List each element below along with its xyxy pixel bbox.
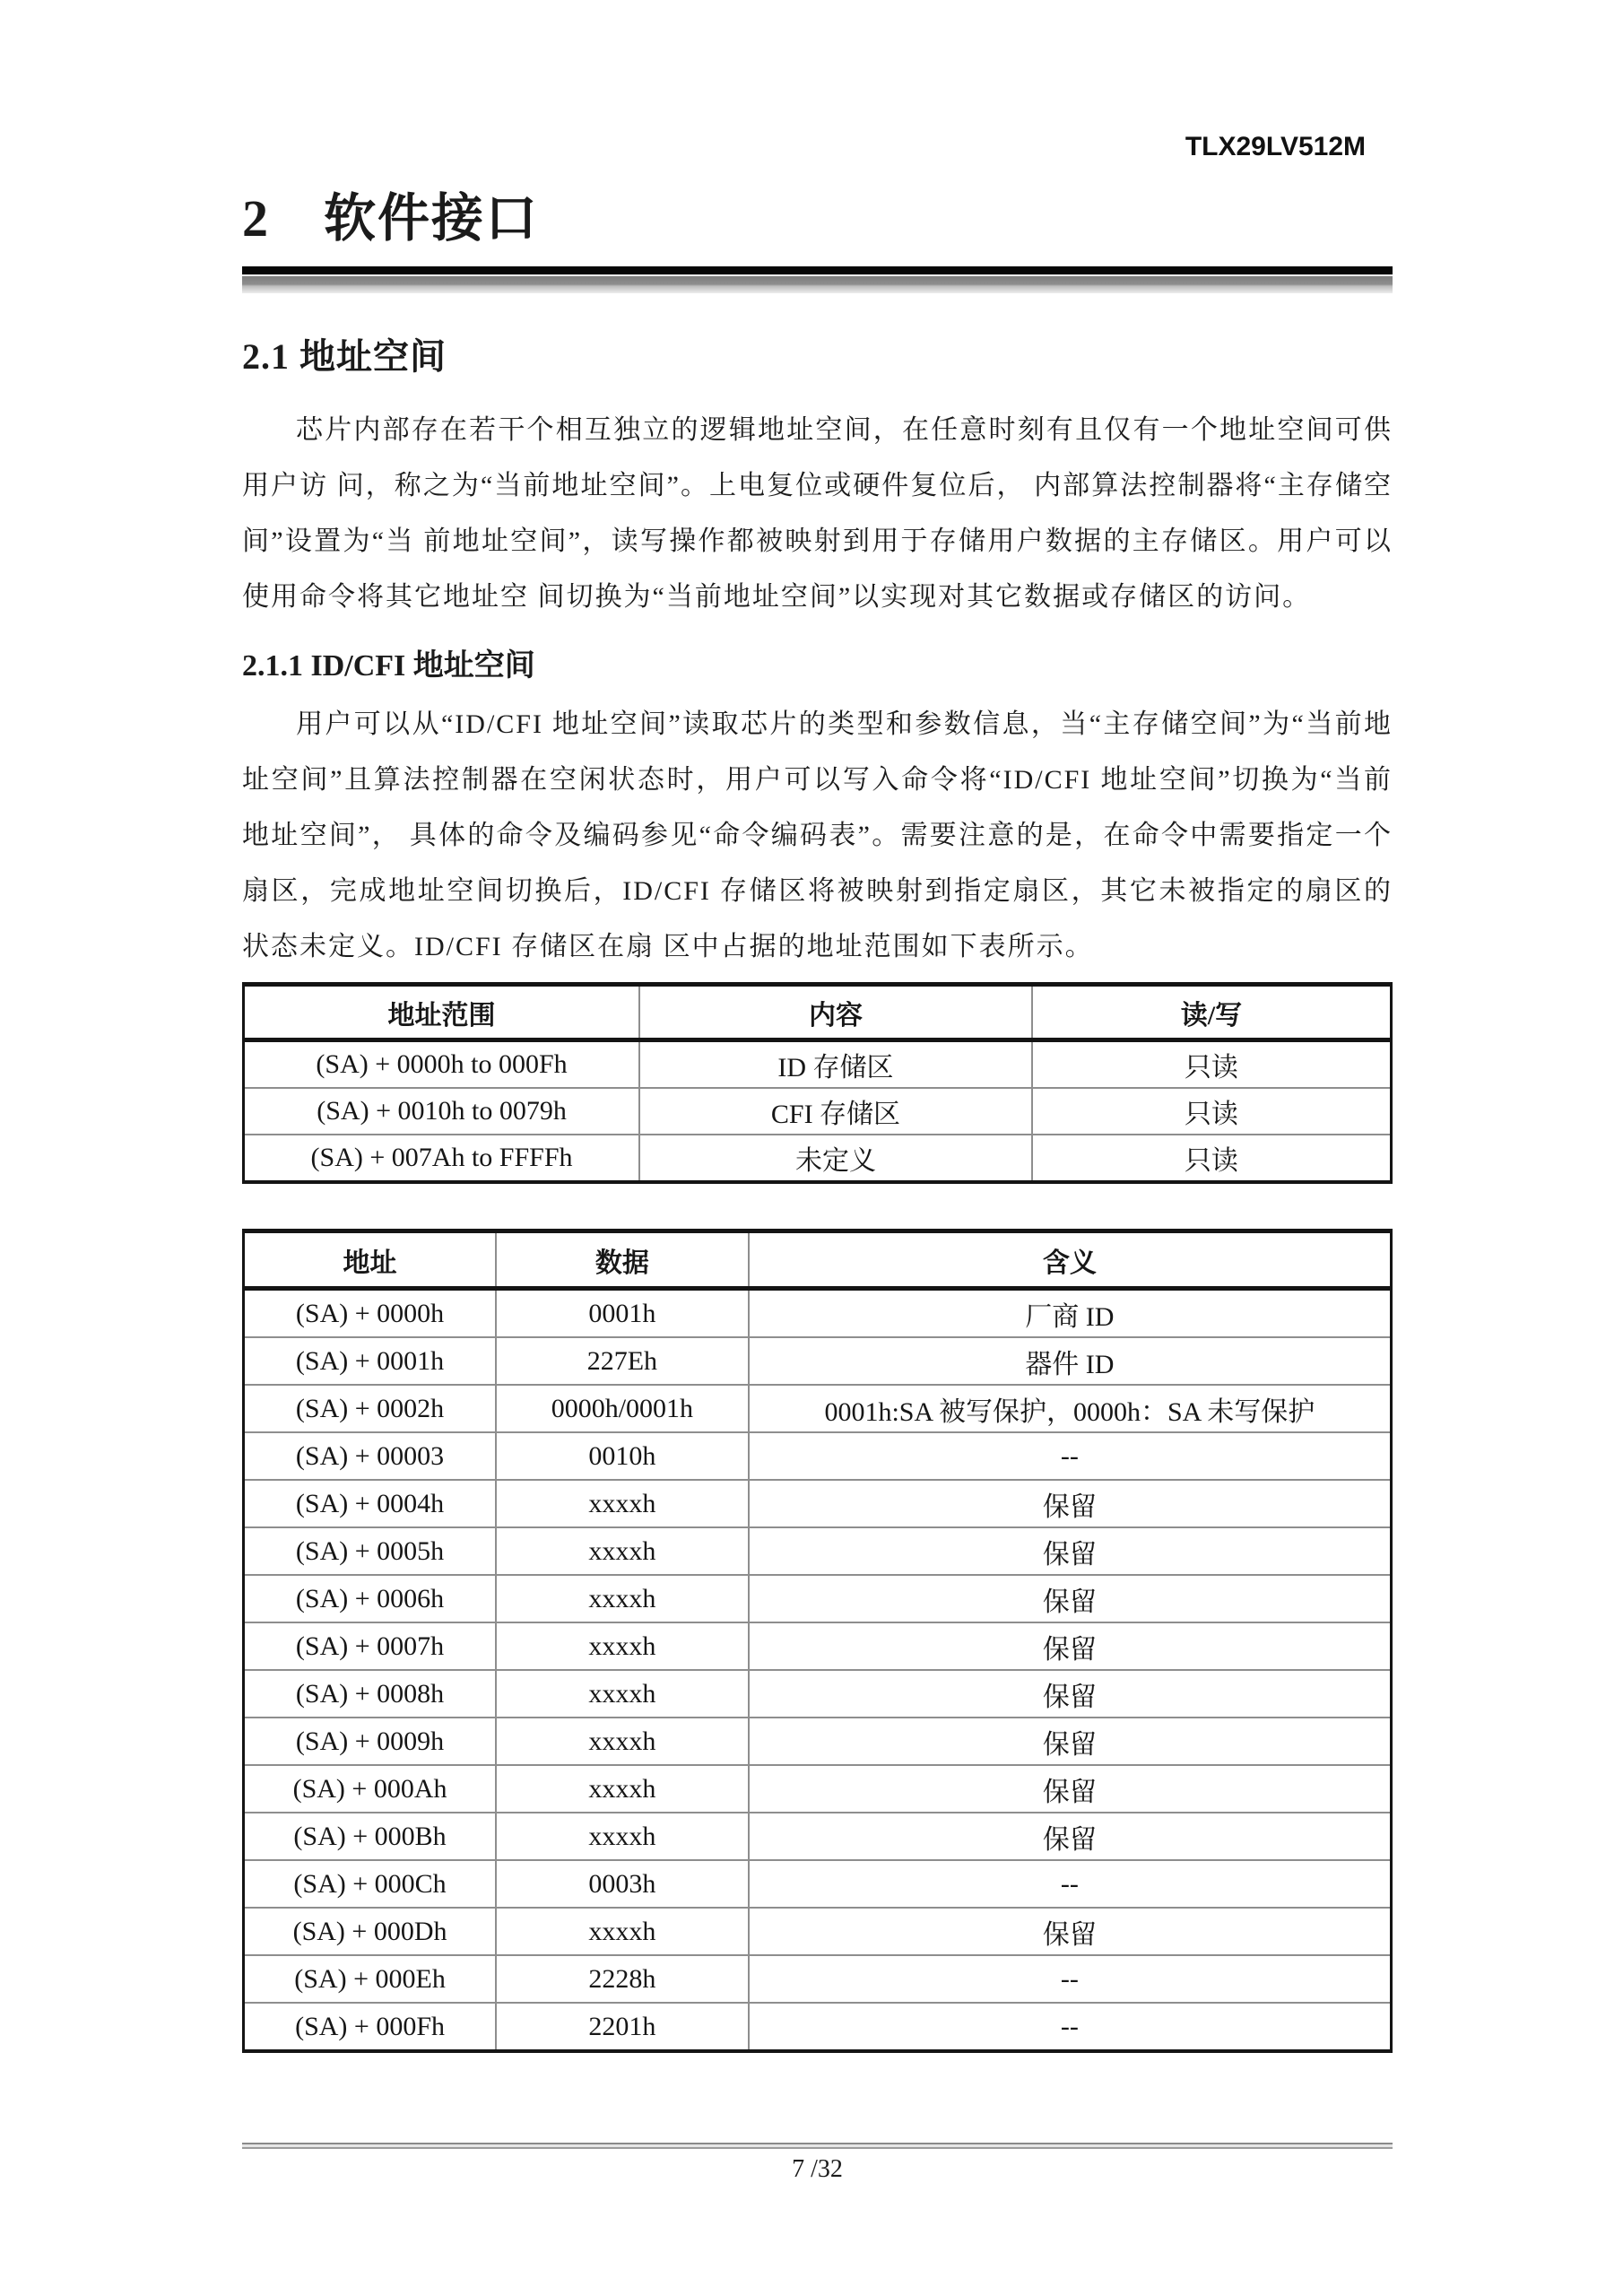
table-cell: (SA) + 007Ah to FFFFh [244, 1135, 640, 1182]
heading-underline-bar [242, 266, 1393, 293]
table-cell: (SA) + 000Dh [244, 1908, 497, 1955]
table-cell: 厂商 ID [749, 1289, 1392, 1338]
table-header-cell: 读/写 [1032, 985, 1392, 1040]
table-cell: 0001h [496, 1289, 749, 1338]
table-cell: xxxxh [496, 1765, 749, 1813]
page-number: 7 /32 [792, 2155, 843, 2183]
table-cell: CFI 存储区 [639, 1088, 1032, 1135]
table-row [244, 1527, 1392, 1575]
table-header-cell: 地址 [244, 1231, 497, 1289]
table-cell: 只读 [1032, 1040, 1392, 1089]
table-cell: (SA) + 000Ch [244, 1860, 497, 1908]
table-address-range [242, 982, 1393, 1184]
table-cell: 器件 ID [749, 1337, 1392, 1385]
chapter-heading: 2 软件接口 [242, 189, 540, 248]
table-row [244, 1040, 1392, 1089]
table-cell: 保留 [749, 1575, 1392, 1622]
table-row [244, 1575, 1392, 1622]
table-cell: (SA) + 0001h [244, 1337, 497, 1385]
table-cell: xxxxh [496, 1622, 749, 1670]
table-id-cfi [242, 1229, 1393, 2053]
document-id: TLX29LV512M [1185, 132, 1366, 161]
table-cell: (SA) + 0008h [244, 1670, 497, 1718]
table-cell: 0003h [496, 1860, 749, 1908]
paragraph-address-space: 芯片内部存在若干个相互独立的逻辑地址空间，在任意时刻有且仅有一个地址空间可供用户访 问，称之为“当前地址空间”。上电复位或硬件复位后， 内部算法控制器将“主存储空间”设置为“当 前地址空间”，读写操作都被映射到用于存储用户数据的主存储区。用户可以使用命令将其它地址空 间切换为“当前地址空间”以实现对其它数据或存储区的访问。 [242, 415, 1393, 612]
table-row [244, 1718, 1392, 1765]
table-row [244, 1088, 1392, 1135]
table-cell: 0010h [496, 1432, 749, 1480]
table-cell: 0001h:SA 被写保护，0000h：SA 未写保护 [749, 1385, 1392, 1432]
table-cell: (SA) + 0004h [244, 1480, 497, 1527]
table-row [244, 1860, 1392, 1908]
table-header-row [244, 1231, 1392, 1289]
table-row [244, 1289, 1392, 1338]
footer-rule [242, 2143, 1393, 2149]
table-cell: (SA) + 0005h [244, 1527, 497, 1575]
paragraph-id-cfi: 用户可以从“ID/CFI 地址空间”读取芯片的类型和参数信息，当“主存储空间”为“当前地址空间”且算法控制器在空闲状态时，用户可以写入命令将“ID/CFI 地址空间”切换为“当前地址空间”， 具体的命令及编码参见“命令编码表”。需要注意的是，在命令中需要指定一个扇区，完成地址空间切换后，ID/CFI 存储区将被映射到指定扇区，其它未被指定的扇区的状态未定义。ID/CFI 存储区在扇 区中占据的地址范围如下表所示。 [242, 709, 1393, 961]
table-cell: (SA) + 0009h [244, 1718, 497, 1765]
table-cell: -- [749, 1955, 1392, 2003]
table-cell: 0000h/0001h [496, 1385, 749, 1432]
table-cell: -- [749, 1432, 1392, 1480]
table-cell: 227Eh [496, 1337, 749, 1385]
table-cell: (SA) + 00003 [244, 1432, 497, 1480]
table-row [244, 2003, 1392, 2051]
table-cell: 只读 [1032, 1088, 1392, 1135]
table-cell: ID 存储区 [639, 1040, 1032, 1089]
table-row [244, 1813, 1392, 1860]
table-cell: 2201h [496, 2003, 749, 2051]
table-cell: 保留 [749, 1480, 1392, 1527]
table-header-cell: 含义 [749, 1231, 1392, 1289]
table-cell: xxxxh [496, 1813, 749, 1860]
table-cell: (SA) + 000Ah [244, 1765, 497, 1813]
table-row [244, 1955, 1392, 2003]
table-cell: 保留 [749, 1622, 1392, 1670]
table-cell: xxxxh [496, 1527, 749, 1575]
table-cell: xxxxh [496, 1908, 749, 1955]
table-cell: -- [749, 1860, 1392, 1908]
table-row [244, 1622, 1392, 1670]
table-cell: 保留 [749, 1908, 1392, 1955]
table-row [244, 1432, 1392, 1480]
table-cell: (SA) + 0002h [244, 1385, 497, 1432]
table-header-cell: 数据 [496, 1231, 749, 1289]
table-row [244, 1908, 1392, 1955]
table-row [244, 1385, 1392, 1432]
table-cell: 保留 [749, 1670, 1392, 1718]
table-cell: 保留 [749, 1718, 1392, 1765]
table-cell: xxxxh [496, 1575, 749, 1622]
table-header-cell: 内容 [639, 985, 1032, 1040]
table-row [244, 1765, 1392, 1813]
table-cell: (SA) + 0000h to 000Fh [244, 1040, 640, 1089]
table-cell: 保留 [749, 1765, 1392, 1813]
table-cell: 未定义 [639, 1135, 1032, 1182]
table-row [244, 1670, 1392, 1718]
subsection-heading: 2.1.1 ID/CFI 地址空间 [242, 649, 535, 683]
table-cell: (SA) + 0010h to 0079h [244, 1088, 640, 1135]
table-cell: -- [749, 2003, 1392, 2051]
table-cell: xxxxh [496, 1670, 749, 1718]
table-cell: 2228h [496, 1955, 749, 2003]
table-cell: xxxxh [496, 1718, 749, 1765]
table-cell: (SA) + 000Eh [244, 1955, 497, 2003]
table-cell: (SA) + 0000h [244, 1289, 497, 1338]
content-column [242, 133, 1393, 2183]
table-cell: (SA) + 000Fh [244, 2003, 497, 2051]
table-cell: 保留 [749, 1527, 1392, 1575]
table-header-cell: 地址范围 [244, 985, 640, 1040]
section-heading: 2.1 地址空间 [242, 336, 447, 377]
table-cell: (SA) + 000Bh [244, 1813, 497, 1860]
table-cell: (SA) + 0006h [244, 1575, 497, 1622]
table-cell: 只读 [1032, 1135, 1392, 1182]
table-row [244, 1480, 1392, 1527]
table-row [244, 1337, 1392, 1385]
table-row [244, 1135, 1392, 1182]
table-cell: (SA) + 0007h [244, 1622, 497, 1670]
table-cell: xxxxh [496, 1480, 749, 1527]
table-header-row [244, 985, 1392, 1040]
table-cell: 保留 [749, 1813, 1392, 1860]
